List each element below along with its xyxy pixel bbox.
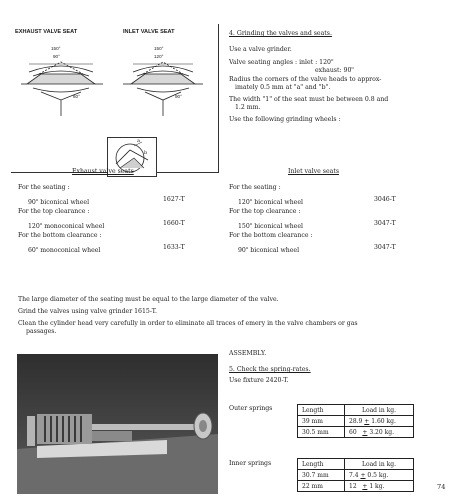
inlet-seats-title: Inlet valve seats [288,168,339,175]
load-cell: 28.9 + 1.60 kg. [345,416,414,427]
table-row [298,470,414,481]
inlet-top-clearance-wheel: 150$^o$ biconical wheel [238,221,303,230]
length-header: Length [298,405,345,416]
table-header-row [298,405,414,416]
exhaust-seating-wheel: 90$^o$ biconical wheel [28,197,90,206]
inlet-angle-90: 90° [175,94,182,99]
load-header: Load in kg. [345,405,414,416]
exhaust-angle-150: 150° [51,46,61,51]
load-cell: 12 + 1 kg. [345,481,414,492]
exhaust-bottom-clearance-code: 1633-T [163,244,185,251]
assembly-heading: ASSEMBLY. [229,350,267,357]
exhaust-top-clearance-label: For the top clearance : [18,208,90,215]
valve-seat-drawings [11,36,217,136]
spring-fixture-photo [17,354,218,494]
exhaust-angle-line [315,64,354,75]
note-clean-1: Clean the cylinder head very carefully in order to eliminate all traces of emery in the valve chambers or gas [18,320,358,327]
inlet-seating-wheel: 120$^o$ biconical wheel [238,197,303,206]
exhaust-angle-90: 90° [53,54,60,59]
wheels-intro: Use the following grinding wheels : [229,116,341,123]
inlet-seat-drawing [123,62,203,116]
width-instruction-2: 1.2 mm. [235,104,261,111]
length-header: Length [298,459,345,470]
table-header-row [298,459,414,470]
exhaust-top-clearance-wheel: 120$^o$ monoconical wheel [28,221,105,230]
length-cell: 22 mm [298,481,345,492]
note-grind: Grind the valves using valve grinder 1615-T. [18,308,157,315]
exhaust-angle-value: : 90 [339,67,352,74]
note-clean-2: passages. [26,328,57,335]
width-instruction-1: The width "1" of the seat must be between 0.8 and [229,96,389,103]
inset-label-a: a [137,138,140,144]
load-header: Load in kg. [345,459,414,470]
exhaust-seats-title: Exhaust valve seats [72,168,134,175]
length-cell: 30.7 mm [298,470,345,481]
load-cell: 7.4 + 0.5 kg. [345,470,414,481]
radius-instruction-2: imately 0.5 mm at "a" and "b". [235,84,331,91]
exhaust-angle-60: 60° [73,94,80,99]
seating-angles-label: Valve seating angles : inlet [229,59,314,66]
inset-label-b: b [144,150,148,156]
table-row [298,481,414,492]
note-diameter: The large diameter of the seating must be equal to the large diameter of the valve. [18,296,279,303]
length-cell: 39 mm [298,416,345,427]
spring-fixture-illustration [17,354,218,494]
exhaust-seating-label: For the seating : [18,184,70,191]
exhaust-bottom-clearance-wheel: 60$^o$ monoconical wheel [28,245,101,254]
inlet-seating-code: 3046-T [374,196,396,203]
degree-symbol: o [351,65,354,70]
fixture-instruction: Use fixture 2420-T. [229,377,289,384]
inlet-angle-150: 150° [154,46,164,51]
table-row [298,427,414,438]
length-cell: 30.5 mm [298,427,345,438]
inner-springs-table [297,458,414,492]
degree-symbol: o [331,57,334,62]
inlet-bottom-clearance-wheel: 90$^o$ biconical wheel [238,245,300,254]
exhaust-top-clearance-code: 1660-T [163,220,185,227]
inlet-top-clearance-label: For the top clearance : [229,208,301,215]
exhaust-seating-code: 1627-T [163,196,185,203]
inlet-seating-label: For the seating : [229,184,281,191]
grinder-instruction: Use a valve grinder. [229,46,292,53]
load-cell: 60 + 3.20 kg. [345,427,414,438]
inlet-valve-seat-title: INLET VALVE SEAT [123,29,175,35]
grinding-heading: 4. Grinding the valves and seats. [229,30,332,37]
outer-springs-label: Outer springs [229,405,273,412]
exhaust-angle-label: exhaust [315,67,340,74]
exhaust-bottom-clearance-label: For the bottom clearance : [18,232,102,239]
valve-seat-diagram [11,24,219,173]
exhaust-seat-drawing [21,62,103,116]
inlet-bottom-clearance-code: 3047-T [374,244,396,251]
exhaust-valve-seat-title: EXHAUST VALVE SEAT [15,29,78,35]
page-number: 74 [437,483,446,491]
outer-springs-table [297,404,414,438]
inner-springs-label: Inner springs [229,460,272,467]
inlet-top-clearance-code: 3047-T [374,220,396,227]
inlet-bottom-clearance-label: For the bottom clearance : [229,232,313,239]
inlet-angle-value: : 120 [315,59,331,66]
inlet-angle-120: 120° [154,54,164,59]
radius-instruction-1: Radius the corners of the valve heads to approx- [229,76,382,83]
spring-rate-step: 5. Check the spring-rates. [229,366,311,373]
table-row [298,416,414,427]
